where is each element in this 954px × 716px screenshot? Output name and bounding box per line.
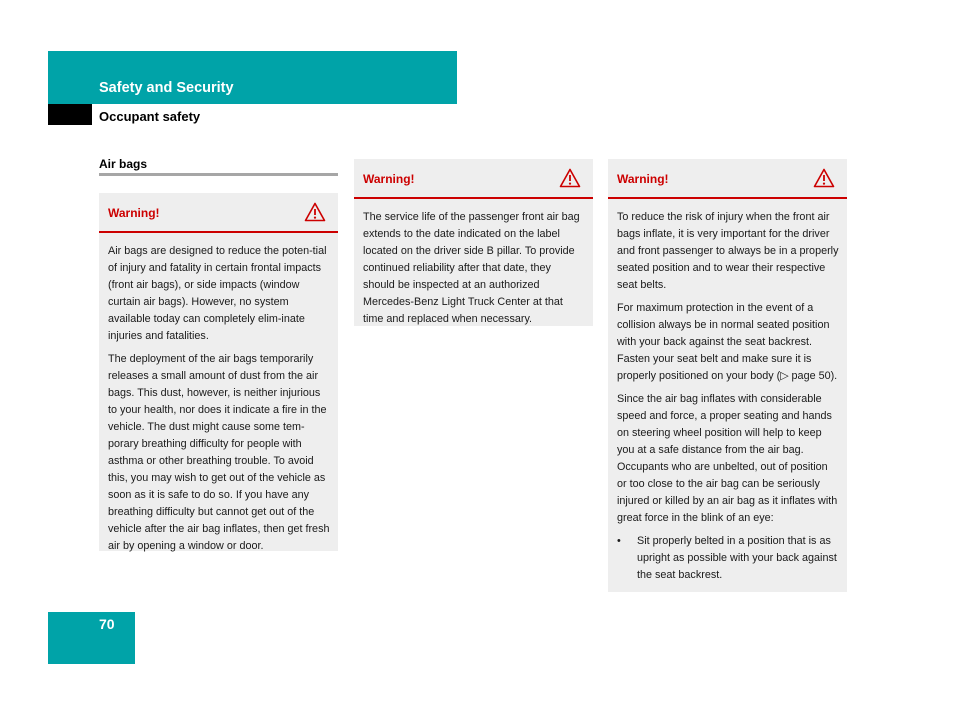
warning-header <box>608 159 847 199</box>
warning-paragraph: For maximum protection in the event of a collision always be in normal seated position with your back against the seat backrest. Fasten your seat belt and make sure it is properly positioned on your body (▷ page 50). <box>617 302 838 382</box>
warning-header <box>354 159 593 199</box>
warning-triangle-icon <box>559 168 581 188</box>
warning-paragraph: Since the air bag inflates with considerable speed and force, a proper seating and hands on steering wheel position will help to keep you at a safe distance from the air bag. Occupants who are unbelted, out of position or too close to the air bag can be seriously injured or killed by an air bag as it inflates with great force in the blink of an eye: <box>617 393 838 524</box>
warning-box-air-bag-limits <box>99 193 338 551</box>
warning-paragraph: The service life of the passenger front air bag extends to the date indicated on the label located on the driver side B pillar. To provide continued reliability after that date, they should be inspected at an authorized Mercedes-Benz Light Truck Center at that time and replaced when necessary. <box>363 211 580 325</box>
page-number: 70 <box>99 616 115 632</box>
warning-triangle-icon <box>304 202 326 222</box>
warning-box-seating-position <box>608 159 847 592</box>
section-title: Safety and Security <box>99 80 234 96</box>
warning-triangle-icon <box>813 168 835 188</box>
bullet-icon: • <box>617 535 621 547</box>
subsection-title: Occupant safety <box>99 109 201 124</box>
page-number-tab <box>48 612 135 664</box>
warning-paragraph: The deployment of the air bags temporarily releases a small amount of dust from the air bags. This dust, however, is neither injurious to your health, nor does it indicate a fire in the vehicle. The dust might cause some tem-porary breathing difficulty for people with asthma or other breathing trouble. To avoid this, you may wish to get out of the vehicle as soon as it is safe to do so. If you have any breathing difficulty but cannot get out of the vehicle after the air bag inflates, then get fresh air by opening a window or door. <box>108 353 330 552</box>
warning-box-service-life <box>354 159 593 326</box>
topic-divider <box>99 173 338 176</box>
warning-paragraph: Air bags are designed to reduce the poten-tial of injury and fatality in certain frontal impacts (front air bags), or side impacts (window curtain air bags). However, no system available today can completely elim-inate injuries and fatalities. <box>108 245 327 342</box>
topic-title: Air bags <box>99 157 148 171</box>
bullet-text: Sit properly belted in a position that is as upright as possible with your back against the seat backrest. <box>637 535 837 581</box>
warning-label: Warning! <box>108 206 160 220</box>
warning-header <box>99 193 338 233</box>
warning-paragraph: To reduce the risk of injury when the front air bags inflate, it is very important for the driver and front passenger to always be in a properly seated position and to wear their respective seat belts. <box>617 211 839 291</box>
bullet-item <box>617 533 839 584</box>
warning-label: Warning! <box>617 172 669 186</box>
section-marker <box>48 104 92 125</box>
warning-body <box>354 199 593 342</box>
warning-label: Warning! <box>363 172 415 186</box>
header-bar <box>48 51 457 104</box>
warning-body <box>99 233 338 569</box>
warning-body <box>608 199 847 592</box>
